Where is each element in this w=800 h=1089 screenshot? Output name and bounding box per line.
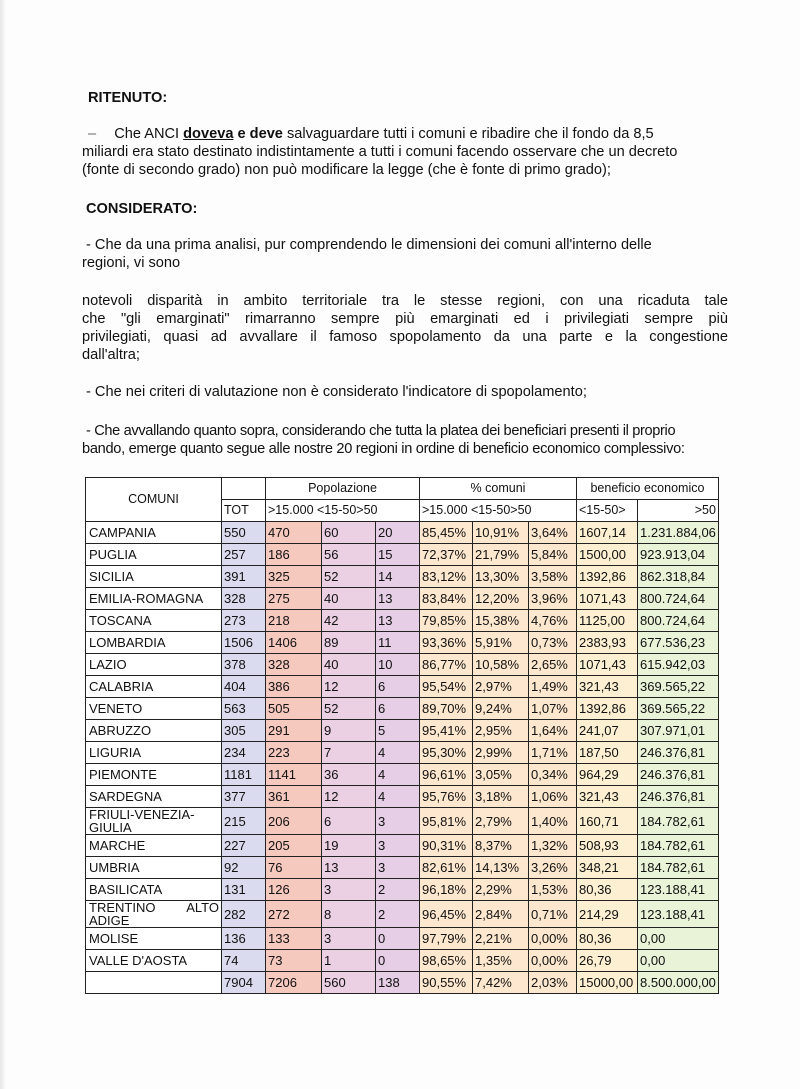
cell-pop-15-50: 3 — [322, 879, 376, 901]
cell-beneficio-over-50: 246.376,81 — [638, 742, 719, 764]
cell-pop-over-50: 2 — [376, 901, 420, 928]
cell-beneficio-over-50: 123.188,41 — [638, 901, 719, 928]
cell-beneficio-15-50: 2383,93 — [577, 632, 638, 654]
cell-pct-over-50: 3,64% — [529, 522, 577, 544]
header-pct-comuni: % comuni — [420, 478, 577, 500]
cell-beneficio-over-50: 369.565,22 — [638, 676, 719, 698]
cell-beneficio-15-50: 241,07 — [577, 720, 638, 742]
cell-pop-15-50: 52 — [322, 698, 376, 720]
cell-pct-over-50: 1,49% — [529, 676, 577, 698]
paragraph-avvallando: - Che avvallando quanto sopra, considerando che tutta la platea dei beneficiari presenti il proprio bando, emerge quanto segue alle nostre 20 regioni in ordine di beneficio economico complessivo: — [82, 423, 685, 457]
cell-pct-over-15000: 93,36% — [420, 632, 473, 654]
cell-pop-over-50: 4 — [376, 786, 420, 808]
cell-pct-over-15000: 89,70% — [420, 698, 473, 720]
cell-beneficio-over-50: 0,00 — [638, 950, 719, 972]
cell-pct-over-15000: 97,79% — [420, 928, 473, 950]
heading-considerato: CONSIDERATO: — [86, 201, 198, 217]
cell-beneficio-15-50: 964,29 — [577, 764, 638, 786]
cell-beneficio-15-50: 15000,00 — [577, 972, 638, 994]
cell-pop-15-50: 560 — [322, 972, 376, 994]
cell-tot: 74 — [222, 950, 266, 972]
cell-pct-over-15000: 83,84% — [420, 588, 473, 610]
cell-pct-15-50: 12,20% — [473, 588, 529, 610]
cell-region: TOSCANA — [86, 610, 222, 632]
cell-beneficio-15-50: 508,93 — [577, 835, 638, 857]
cell-pop-over-15000: 1141 — [266, 764, 322, 786]
cell-pop-15-50: 42 — [322, 610, 376, 632]
table-row — [86, 742, 719, 764]
cell-pop-over-15000: 291 — [266, 720, 322, 742]
cell-tot: 131 — [222, 879, 266, 901]
cell-pct-over-15000: 95,41% — [420, 720, 473, 742]
cell-pop-over-15000: 328 — [266, 654, 322, 676]
cell-pop-15-50: 8 — [322, 901, 376, 928]
underlined-doveva: doveva — [183, 126, 234, 142]
cell-region: PIEMONTE — [86, 764, 222, 786]
table-row — [86, 786, 719, 808]
regions-table — [85, 477, 719, 994]
dash-bullet: – — [88, 126, 97, 142]
cell-tot: 7904 — [222, 972, 266, 994]
cell-region: MARCHE — [86, 835, 222, 857]
cell-pop-15-50: 12 — [322, 676, 376, 698]
cell-tot: 136 — [222, 928, 266, 950]
cell-pct-over-15000: 72,37% — [420, 544, 473, 566]
table-row — [86, 764, 719, 786]
cell-pop-over-50: 0 — [376, 950, 420, 972]
cell-region: CAMPANIA — [86, 522, 222, 544]
cell-beneficio-15-50: 1392,86 — [577, 566, 638, 588]
cell-pct-over-50: 0,34% — [529, 764, 577, 786]
cell-beneficio-15-50: 321,43 — [577, 676, 638, 698]
cell-pct-over-50: 5,84% — [529, 544, 577, 566]
cell-pop-over-50: 6 — [376, 676, 420, 698]
cell-beneficio-over-50: 123.188,41 — [638, 879, 719, 901]
cell-beneficio-15-50: 160,71 — [577, 808, 638, 835]
cell-pop-over-15000: 470 — [266, 522, 322, 544]
cell-pct-15-50: 2,29% — [473, 879, 529, 901]
cell-region: BASILICATA — [86, 879, 222, 901]
table-row — [86, 610, 719, 632]
cell-pop-over-50: 13 — [376, 588, 420, 610]
cell-tot: 563 — [222, 698, 266, 720]
cell-region: SARDEGNA — [86, 786, 222, 808]
cell-pct-15-50: 10,91% — [473, 522, 529, 544]
subheader-pct: >15.000 <15-50>50 — [420, 500, 577, 522]
cell-tot: 378 — [222, 654, 266, 676]
table-row — [86, 676, 719, 698]
table-row — [86, 522, 719, 544]
cell-beneficio-over-50: 862.318,84 — [638, 566, 719, 588]
cell-pop-15-50: 3 — [322, 928, 376, 950]
cell-region: LOMBARDIA — [86, 632, 222, 654]
cell-beneficio-over-50: 307.971,01 — [638, 720, 719, 742]
cell-beneficio-over-50: 800.724,64 — [638, 610, 719, 632]
cell-pct-over-15000: 82,61% — [420, 857, 473, 879]
cell-pop-over-15000: 386 — [266, 676, 322, 698]
cell-pop-15-50: 89 — [322, 632, 376, 654]
header-comuni: COMUNI — [86, 478, 222, 522]
cell-tot: 282 — [222, 901, 266, 928]
cell-region: TRENTINO ALTO ADIGE — [86, 901, 222, 928]
cell-pop-15-50: 52 — [322, 566, 376, 588]
cell-pct-15-50: 2,99% — [473, 742, 529, 764]
cell-region: EMILIA-ROMAGNA — [86, 588, 222, 610]
cell-pop-15-50: 12 — [322, 786, 376, 808]
cell-region: ABRUZZO — [86, 720, 222, 742]
header-beneficio: beneficio economico — [577, 478, 719, 500]
cell-pop-over-50: 13 — [376, 610, 420, 632]
cell-pop-over-15000: 275 — [266, 588, 322, 610]
cell-beneficio-over-50: 800.724,64 — [638, 588, 719, 610]
cell-pct-over-50: 3,58% — [529, 566, 577, 588]
cell-pop-15-50: 40 — [322, 588, 376, 610]
cell-pct-over-15000: 95,54% — [420, 676, 473, 698]
table-row — [86, 698, 719, 720]
cell-pop-over-50: 20 — [376, 522, 420, 544]
cell-pop-over-15000: 205 — [266, 835, 322, 857]
cell-pct-over-15000: 90,31% — [420, 835, 473, 857]
cell-tot: 391 — [222, 566, 266, 588]
cell-pct-15-50: 2,84% — [473, 901, 529, 928]
cell-pct-over-50: 3,96% — [529, 588, 577, 610]
cell-beneficio-over-50: 1.231.884,06 — [638, 522, 719, 544]
cell-pct-over-50: 0,00% — [529, 928, 577, 950]
cell-pct-over-15000: 90,55% — [420, 972, 473, 994]
cell-pct-15-50: 3,05% — [473, 764, 529, 786]
cell-pct-15-50: 21,79% — [473, 544, 529, 566]
cell-pct-over-15000: 96,45% — [420, 901, 473, 928]
cell-tot: 1506 — [222, 632, 266, 654]
cell-pop-over-15000: 126 — [266, 879, 322, 901]
cell-pct-over-15000: 95,30% — [420, 742, 473, 764]
cell-pop-over-15000: 1406 — [266, 632, 322, 654]
cell-pop-15-50: 1 — [322, 950, 376, 972]
header-popolazione: Popolazione — [266, 478, 420, 500]
cell-pct-15-50: 2,21% — [473, 928, 529, 950]
table-row — [86, 654, 719, 676]
cell-region — [86, 972, 222, 994]
cell-pop-15-50: 13 — [322, 857, 376, 879]
cell-beneficio-15-50: 80,36 — [577, 879, 638, 901]
cell-pct-over-15000: 96,18% — [420, 879, 473, 901]
cell-tot: 328 — [222, 588, 266, 610]
subheader-ben-1: <15-50> — [577, 500, 638, 522]
cell-beneficio-over-50: 369.565,22 — [638, 698, 719, 720]
paragraph-considerato-2: notevoli disparità in ambito territoriale tra le stesse regioni, con una ricaduta tale che "gli emarginati" rimarranno sempre più emarginati ed i privilegiati sempre più privilegiati, quasi ad avvallare il famoso spopolamento da una parte e la congestione dall'altra; — [82, 293, 728, 363]
subheader-ben-2: >50 — [638, 500, 719, 522]
table-row — [86, 879, 719, 901]
cell-pop-15-50: 9 — [322, 720, 376, 742]
cell-region: VENETO — [86, 698, 222, 720]
cell-pct-15-50: 8,37% — [473, 835, 529, 857]
cell-pop-over-50: 3 — [376, 808, 420, 835]
subheader-tot: TOT — [222, 500, 266, 522]
cell-pop-over-15000: 218 — [266, 610, 322, 632]
cell-beneficio-15-50: 1500,00 — [577, 544, 638, 566]
cell-region: SICILIA — [86, 566, 222, 588]
table-row — [86, 857, 719, 879]
cell-beneficio-over-50: 184.782,61 — [638, 835, 719, 857]
cell-pop-15-50: 56 — [322, 544, 376, 566]
cell-pct-over-15000: 79,85% — [420, 610, 473, 632]
cell-tot: 1181 — [222, 764, 266, 786]
cell-pop-over-50: 6 — [376, 698, 420, 720]
cell-tot: 404 — [222, 676, 266, 698]
table-row — [86, 950, 719, 972]
cell-pct-15-50: 2,79% — [473, 808, 529, 835]
cell-beneficio-over-50: 8.500.000,00 — [638, 972, 719, 994]
cell-pop-over-50: 4 — [376, 742, 420, 764]
table-row — [86, 901, 719, 928]
cell-beneficio-15-50: 26,79 — [577, 950, 638, 972]
cell-beneficio-over-50: 184.782,61 — [638, 857, 719, 879]
cell-tot: 215 — [222, 808, 266, 835]
cell-beneficio-15-50: 348,21 — [577, 857, 638, 879]
cell-region: MOLISE — [86, 928, 222, 950]
cell-pop-15-50: 19 — [322, 835, 376, 857]
cell-beneficio-over-50: 0,00 — [638, 928, 719, 950]
cell-region: FRIULI-VENEZIA-GIULIA — [86, 808, 222, 835]
cell-tot: 227 — [222, 835, 266, 857]
cell-pct-15-50: 15,38% — [473, 610, 529, 632]
table-row — [86, 808, 719, 835]
cell-beneficio-over-50: 615.942,03 — [638, 654, 719, 676]
cell-pct-over-50: 1,71% — [529, 742, 577, 764]
cell-tot: 257 — [222, 544, 266, 566]
cell-pop-15-50: 60 — [322, 522, 376, 544]
cell-region: PUGLIA — [86, 544, 222, 566]
table-total-row — [86, 972, 719, 994]
cell-tot: 305 — [222, 720, 266, 742]
cell-pct-over-15000: 83,12% — [420, 566, 473, 588]
table-row — [86, 544, 719, 566]
cell-region: LIGURIA — [86, 742, 222, 764]
cell-beneficio-over-50: 246.376,81 — [638, 764, 719, 786]
cell-beneficio-over-50: 677.536,23 — [638, 632, 719, 654]
cell-beneficio-15-50: 187,50 — [577, 742, 638, 764]
table-row — [86, 928, 719, 950]
cell-pop-over-15000: 7206 — [266, 972, 322, 994]
cell-pct-15-50: 13,30% — [473, 566, 529, 588]
cell-tot: 550 — [222, 522, 266, 544]
cell-pct-15-50: 2,95% — [473, 720, 529, 742]
cell-pct-over-50: 1,53% — [529, 879, 577, 901]
cell-pct-over-15000: 96,61% — [420, 764, 473, 786]
cell-pct-over-50: 1,06% — [529, 786, 577, 808]
cell-region: CALABRIA — [86, 676, 222, 698]
cell-pct-over-50: 2,65% — [529, 654, 577, 676]
cell-pop-over-50: 11 — [376, 632, 420, 654]
cell-pop-over-15000: 73 — [266, 950, 322, 972]
table-row — [86, 632, 719, 654]
cell-pct-over-50: 1,64% — [529, 720, 577, 742]
cell-pop-over-15000: 361 — [266, 786, 322, 808]
cell-pop-over-50: 15 — [376, 544, 420, 566]
cell-pct-15-50: 14,13% — [473, 857, 529, 879]
cell-pct-15-50: 5,91% — [473, 632, 529, 654]
cell-pct-15-50: 10,58% — [473, 654, 529, 676]
cell-pop-over-50: 10 — [376, 654, 420, 676]
cell-pct-over-15000: 98,65% — [420, 950, 473, 972]
cell-pct-15-50: 1,35% — [473, 950, 529, 972]
cell-beneficio-over-50: 246.376,81 — [638, 786, 719, 808]
cell-pct-over-50: 0,73% — [529, 632, 577, 654]
cell-beneficio-15-50: 1071,43 — [577, 588, 638, 610]
cell-pop-over-50: 3 — [376, 835, 420, 857]
cell-pct-15-50: 2,97% — [473, 676, 529, 698]
paragraph-ritenuto: – Che ANCI doveva e deve salvaguardare tutti i comuni e ribadire che il fondo da 8,5 miliardi era stato destinato indistintamente a tutti i comuni facendo osservare che un decreto (fonte di secondo grado) non può modificare la legge (che è fonte di primo grado); — [82, 126, 678, 178]
cell-pop-over-15000: 223 — [266, 742, 322, 764]
cell-pct-over-50: 1,40% — [529, 808, 577, 835]
page-edge-shadow — [0, 0, 6, 1089]
cell-pct-15-50: 3,18% — [473, 786, 529, 808]
cell-pct-15-50: 7,42% — [473, 972, 529, 994]
cell-beneficio-15-50: 214,29 — [577, 901, 638, 928]
cell-pop-over-50: 5 — [376, 720, 420, 742]
table-row — [86, 835, 719, 857]
table-row — [86, 566, 719, 588]
cell-pop-over-15000: 133 — [266, 928, 322, 950]
cell-beneficio-over-50: 184.782,61 — [638, 808, 719, 835]
cell-pct-over-15000: 95,81% — [420, 808, 473, 835]
cell-tot: 92 — [222, 857, 266, 879]
cell-beneficio-15-50: 80,36 — [577, 928, 638, 950]
cell-pct-over-15000: 85,45% — [420, 522, 473, 544]
cell-pop-over-50: 14 — [376, 566, 420, 588]
cell-pop-15-50: 40 — [322, 654, 376, 676]
cell-pop-over-15000: 206 — [266, 808, 322, 835]
cell-pop-over-50: 138 — [376, 972, 420, 994]
table-row — [86, 720, 719, 742]
cell-tot: 377 — [222, 786, 266, 808]
cell-pop-over-15000: 325 — [266, 566, 322, 588]
cell-pop-over-15000: 272 — [266, 901, 322, 928]
cell-pop-15-50: 7 — [322, 742, 376, 764]
cell-pct-over-15000: 86,77% — [420, 654, 473, 676]
cell-beneficio-over-50: 923.913,04 — [638, 544, 719, 566]
cell-pct-over-50: 1,07% — [529, 698, 577, 720]
cell-beneficio-15-50: 1125,00 — [577, 610, 638, 632]
paragraph-considerato-1: - Che da una prima analisi, pur comprendendo le dimensioni dei comuni all'interno delle regioni, vi sono — [82, 237, 652, 271]
cell-pop-15-50: 6 — [322, 808, 376, 835]
cell-pct-over-50: 0,00% — [529, 950, 577, 972]
cell-beneficio-15-50: 321,43 — [577, 786, 638, 808]
cell-region: VALLE D'AOSTA — [86, 950, 222, 972]
cell-region: UMBRIA — [86, 857, 222, 879]
table-row — [86, 588, 719, 610]
cell-pop-over-50: 3 — [376, 857, 420, 879]
paragraph-spopolamento: - Che nei criteri di valutazione non è considerato l'indicatore di spopolamento; — [86, 384, 587, 400]
cell-pop-over-15000: 76 — [266, 857, 322, 879]
subheader-pop: >15.000 <15-50>50 — [266, 500, 420, 522]
cell-region: LAZIO — [86, 654, 222, 676]
cell-pct-over-50: 0,71% — [529, 901, 577, 928]
cell-pop-over-50: 0 — [376, 928, 420, 950]
cell-tot: 273 — [222, 610, 266, 632]
heading-ritenuto: RITENUTO: — [88, 90, 168, 106]
cell-pop-over-15000: 186 — [266, 544, 322, 566]
cell-pct-15-50: 9,24% — [473, 698, 529, 720]
cell-pop-over-50: 4 — [376, 764, 420, 786]
cell-pct-over-50: 4,76% — [529, 610, 577, 632]
cell-pop-over-15000: 505 — [266, 698, 322, 720]
cell-beneficio-15-50: 1607,14 — [577, 522, 638, 544]
cell-pct-over-15000: 95,76% — [420, 786, 473, 808]
cell-beneficio-15-50: 1392,86 — [577, 698, 638, 720]
cell-pct-over-50: 2,03% — [529, 972, 577, 994]
cell-beneficio-15-50: 1071,43 — [577, 654, 638, 676]
cell-tot: 234 — [222, 742, 266, 764]
cell-pct-over-50: 1,32% — [529, 835, 577, 857]
cell-pop-15-50: 36 — [322, 764, 376, 786]
cell-pop-over-50: 2 — [376, 879, 420, 901]
cell-pct-over-50: 3,26% — [529, 857, 577, 879]
